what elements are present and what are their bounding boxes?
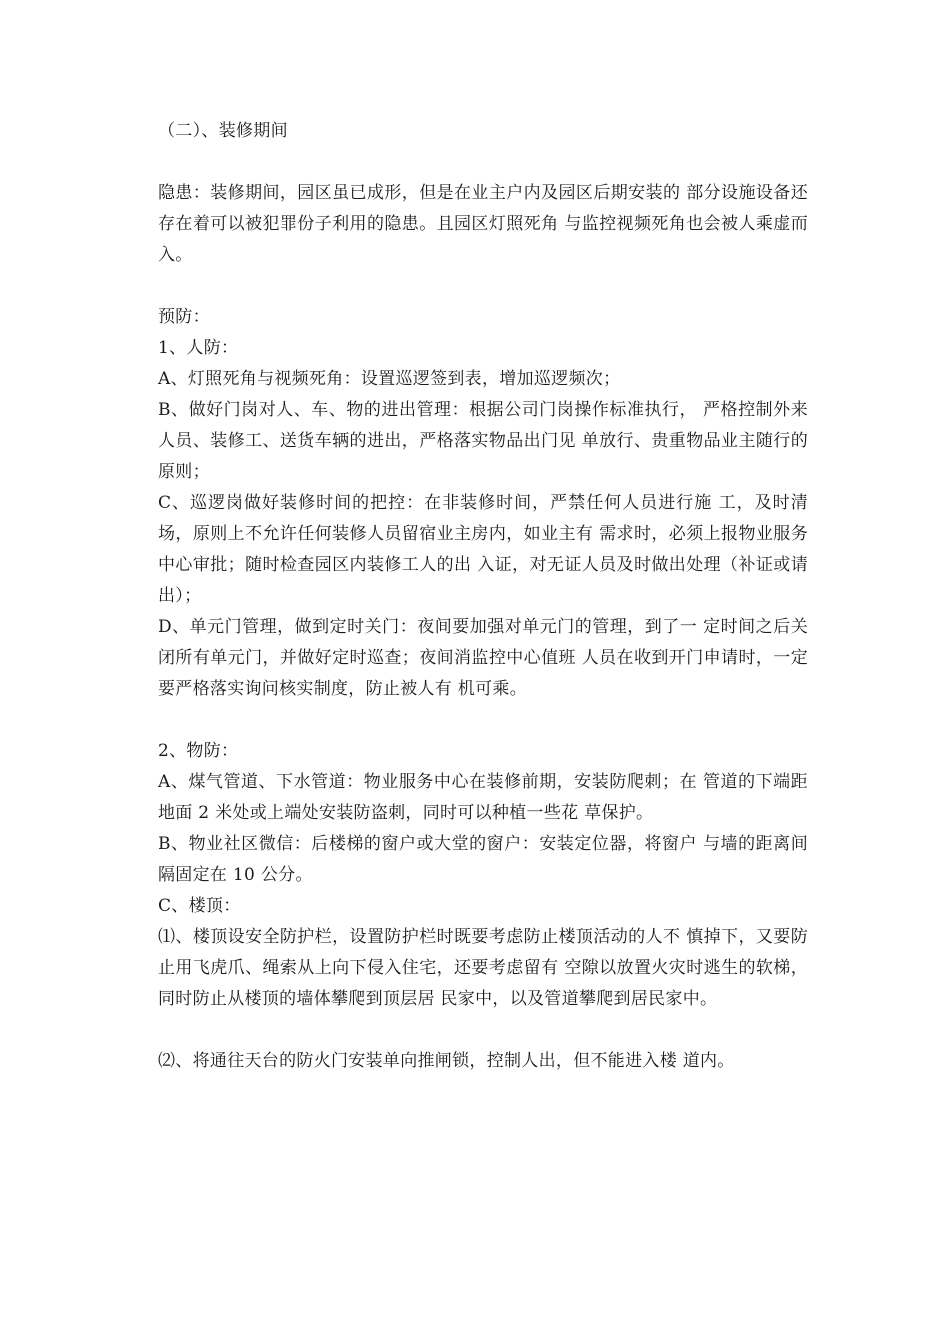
part2-item-c2: ⑵、将通往天台的防火门安装单向推闸锁，控制人出，但不能进入楼 道内。	[158, 1051, 735, 1071]
prevention-heading: 预防：	[158, 307, 210, 327]
document-body	[158, 116, 808, 1077]
part1-item-b: B、做好门岗对人、车、物的进出管理：根据公司门岗操作标准执行， 严格控制外来人员、装修工、送货车辆的进出，严格落实物品出门见 单放行、贵重物品业主随行的原则；	[158, 400, 808, 482]
part1-item-c: C、巡逻岗做好装修时间的把控：在非装修时间，严禁任何人员进行施 工，及时清场，原则上不允许任何装修人员留宿业主房内，如业主有 需求时，必须上报物业服务中心审批；随时检查园区内装修工人的出 入证，对无证人员及时做出处理（补证或请出）；	[158, 493, 808, 606]
spacer	[158, 271, 808, 302]
part1-item-d: D、单元门管理，做到定时关门：夜间要加强对单元门的管理，到了一 定时间之后关闭所有单元门，并做好定时巡查；夜间消监控中心值班 人员在收到开门申请时，一定要严格落实询问核实制度，防止被人有 机可乘。	[158, 617, 808, 699]
hazard-paragraph: 隐患：装修期间，园区虽已成形，但是在业主户内及园区后期安装的 部分设施设备还存在着可以被犯罪份子利用的隐患。且园区灯照死角 与监控视频死角也会被人乘虚而入。	[158, 183, 808, 265]
part1-item-a: A、灯照死角与视频死角：设置巡逻签到表，增加巡逻频次；	[158, 369, 621, 389]
spacer	[158, 705, 808, 736]
part1-heading: 1、人防：	[158, 338, 239, 358]
spacer	[158, 1015, 808, 1046]
spacer	[158, 147, 808, 178]
part2-item-c: C、楼顶：	[158, 896, 241, 916]
part2-item-c1: ⑴、楼顶设安全防护栏，设置防护栏时既要考虑防止楼顶活动的人不 慎掉下，又要防止用飞虎爪、绳索从上向下侵入住宅，还要考虑留有 空隙以放置火灾时逃生的软梯，同时防止从楼顶的墙体攀爬到顶层居 民家中，以及管道攀爬到居民家中。	[158, 927, 808, 1009]
part2-heading: 2、物防：	[158, 741, 239, 761]
section-heading: （二）、装修期间	[158, 121, 288, 141]
part2-item-b: B、物业社区微信：后楼梯的窗户或大堂的窗户：安装定位器，将窗户 与墙的距离间隔固定在 10 公分。	[158, 834, 808, 885]
part2-item-a: A、煤气管道、下水管道：物业服务中心在装修前期，安装防爬刺；在 管道的下端距地面 2 米处或上端处安装防盗刺，同时可以种植一些花 草保护。	[158, 772, 808, 823]
